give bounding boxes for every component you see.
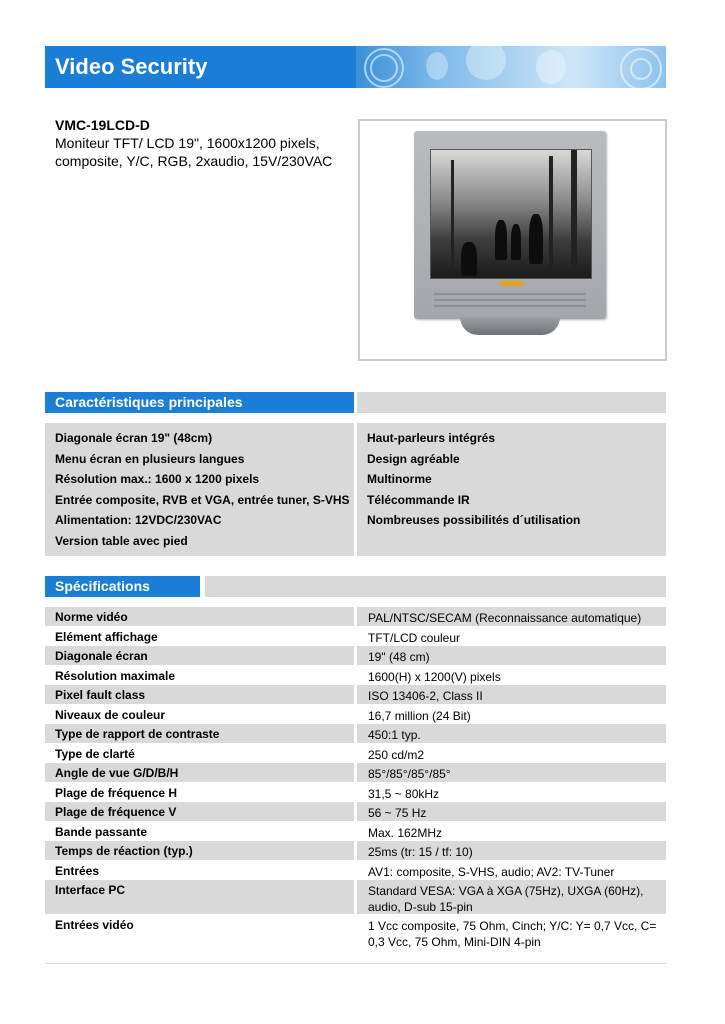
spec-label: Entrées <box>55 863 100 878</box>
feature-item: Télécommande IR <box>367 492 470 507</box>
spec-value: TFT/LCD couleur <box>368 630 461 645</box>
spec-value: 450:1 typ. <box>357 724 666 743</box>
spec-label: Type de rapport de contraste <box>45 724 354 743</box>
feature-item: Menu écran en plusieurs langues <box>55 451 245 466</box>
spec-row <box>45 763 666 783</box>
banner-image <box>356 46 666 88</box>
feature-item: Design agréable <box>367 451 460 466</box>
specs-table <box>45 607 666 950</box>
monitor-stand <box>460 317 560 335</box>
spec-row <box>45 646 666 666</box>
spec-value: 1600(H) x 1200(V) pixels <box>368 669 501 684</box>
spec-label: Norme vidéo <box>45 607 354 626</box>
spec-row <box>45 705 666 725</box>
spec-row <box>45 666 666 686</box>
spec-label: Diagonale écran <box>45 646 354 665</box>
spec-value: 25ms (tr: 15 / tf: 10) <box>357 841 666 860</box>
spec-value: 1 Vcc composite, 75 Ohm, Cinch; Y/C: Y= 0,7 Vcc, C= 0,3 Vcc, 75 Ohm, Mini-DIN 4-pin <box>368 919 657 949</box>
spec-label: Elément affichage <box>55 629 158 644</box>
feature-item: Alimentation: 12VDC/230VAC <box>55 513 222 528</box>
spec-label: Temps de réaction (typ.) <box>45 841 354 860</box>
spec-label: Entrées vidéo <box>55 918 134 932</box>
feature-item: Résolution max.: 1600 x 1200 pixels <box>55 472 260 487</box>
feature-item: Version table avec pied <box>55 533 188 548</box>
spec-value: AV1: composite, S-VHS, audio; AV2: TV-Tuner <box>368 864 615 879</box>
features-box <box>45 423 666 556</box>
spec-row <box>45 822 666 842</box>
spec-value: 250 cd/m2 <box>368 747 425 762</box>
header-banner <box>45 46 666 88</box>
features-title: Caractéristiques principales <box>45 392 354 413</box>
features-right <box>357 423 666 556</box>
product-name: VMC-19LCD-D <box>55 117 150 133</box>
spec-label: Pixel fault class <box>45 685 354 704</box>
spec-label: Plage de fréquence H <box>55 785 178 800</box>
spec-row <box>45 627 666 647</box>
spec-row <box>45 915 666 950</box>
spec-value: Max. 162MHz <box>368 825 443 840</box>
feature-item: Multinorme <box>367 472 432 487</box>
feature-item: Diagonale écran 19" (48cm) <box>55 431 213 445</box>
monitor-screen <box>430 149 592 279</box>
spec-label: Angle de vue G/D/B/H <box>45 763 354 782</box>
features-header <box>45 392 666 413</box>
spec-value: 31,5 ~ 80kHz <box>368 786 440 801</box>
monitor-image <box>414 131 606 337</box>
feature-item: Entrée composite, RVB et VGA, entrée tuner, S-VHS <box>55 492 350 507</box>
product-description: Moniteur TFT/ LCD 19", 1600x1200 pixels, composite, Y/C, RGB, 2xaudio, 15V/230VAC <box>55 135 333 169</box>
brand-logo <box>500 281 524 286</box>
spec-value: 16,7 million (24 Bit) <box>368 708 471 723</box>
spec-value: 56 ~ 75 Hz <box>357 802 666 821</box>
spec-value: PAL/NTSC/SECAM (Reconnaissance automatique) <box>357 607 666 626</box>
spec-value: Standard VESA: VGA à XGA (75Hz), UXGA (60Hz), audio, D-sub 15-pin <box>357 880 666 914</box>
page-title: Video Security <box>55 54 208 79</box>
spec-value: 85°/85°/85°/85° <box>357 763 666 782</box>
spec-row <box>45 607 666 627</box>
specs-header <box>45 576 666 597</box>
feature-item: Nombreuses possibilités d´utilisation <box>367 513 581 528</box>
spec-value: 19" (48 cm) <box>357 646 666 665</box>
spec-row <box>45 802 666 822</box>
spec-label: Résolution maximale <box>55 668 176 683</box>
specs-title: Spécifications <box>45 576 200 597</box>
footer-divider <box>45 963 666 964</box>
spec-label: Plage de fréquence V <box>45 802 354 821</box>
features-left <box>45 423 354 556</box>
spec-label: Type de clarté <box>55 746 135 761</box>
spec-row <box>45 685 666 705</box>
spec-row <box>45 744 666 764</box>
spec-row <box>45 783 666 803</box>
spec-row <box>45 880 666 915</box>
spec-label: Bande passante <box>55 824 148 839</box>
spec-label: Interface PC <box>45 880 354 914</box>
spec-row <box>45 841 666 861</box>
feature-item: Haut-parleurs intégrés <box>367 431 496 445</box>
spec-row <box>45 724 666 744</box>
spec-label: Niveaux de couleur <box>55 707 166 722</box>
spec-row <box>45 861 666 881</box>
spec-value: ISO 13406-2, Class II <box>357 685 666 704</box>
